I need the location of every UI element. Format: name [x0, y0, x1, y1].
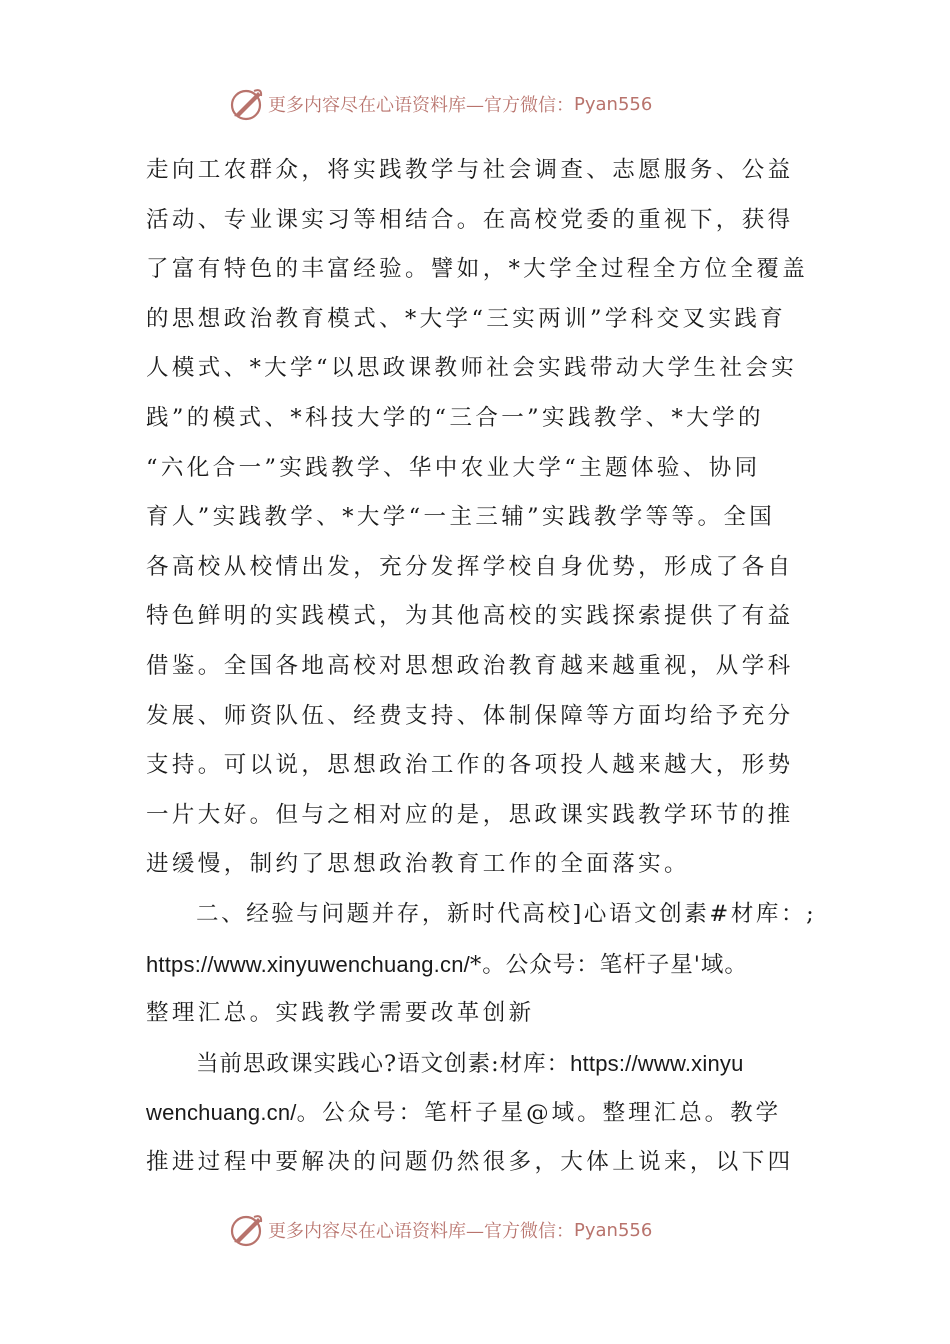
section-heading-line-1: 二、经验与问题并存，新时代高校]心语文创素#材库：; [196, 900, 817, 927]
body-line-9: 各高校从校情出发，充分发挥学校自身优势，形成了各自 [146, 553, 794, 580]
body-line-10: 特色鲜明的实践模式，为其他高校的实践探索提供了有益 [146, 603, 794, 630]
body-line-12: 发展、师资队伍、经费支持、体制保障等方面均给予充分 [146, 702, 794, 729]
body-line-8: 育人”实践教学、*大学“一主三辅”实践教学等等。全国 [146, 504, 776, 531]
body-line-1: 走向工农群众，将实践教学与社会调查、志愿服务、公益 [146, 157, 794, 183]
body-line-5: 人模式、*大学“以思政课教师社会实践带动大学生社会实 [146, 355, 798, 382]
footer-banner [228, 1210, 728, 1250]
body-line-11: 借鉴。全国各地高校对思想政治教育越来越重视，从学科 [146, 652, 794, 679]
body-line-3: 了富有特色的丰富经验。譬如，*大学全过程全方位全覆盖 [146, 256, 809, 283]
body-line-15: 进缓慢，制约了思想政治教育工作的全面落实。 [146, 851, 690, 878]
body-line-2: 活动、专业课实习等相结合。在高校党委的重视下，获得 [146, 206, 794, 233]
section-heading-url: https://www.xinyuwenchuang.cn/ [146, 951, 470, 977]
header-wechat-id: Pyan556 [574, 93, 653, 115]
body-line-4: 的思想政治教育模式、*大学“三实两训”学科交叉实践育 [146, 305, 787, 332]
section-heading-line-3: 整理汇总。实践教学需要改革创新 [146, 1000, 535, 1027]
header-banner [228, 84, 728, 124]
body-line-7: “六化合一”实践教学、华中农业大学“主题体验、协同 [146, 454, 761, 481]
paragraph-line-2 [146, 1088, 818, 1138]
paragraph-line-2-url: wenchuang.cn/ [146, 1100, 297, 1126]
body-line-13: 支持。可以说，思想政治工作的各项投人越来越大，形势 [146, 752, 794, 779]
quill-pen-logo-icon [228, 1212, 264, 1248]
paragraph-line-1 [146, 1039, 818, 1089]
document-body [146, 146, 818, 1187]
section-heading-line-2-rest: *。公众号：笔杆子星'域。 [469, 951, 748, 978]
footer-wechat-id: Pyan556 [574, 1219, 653, 1241]
footer-banner-text: 更多内容尽在心语资料库—官方微信： [268, 1221, 574, 1242]
section-heading-line-2 [146, 940, 818, 990]
quill-pen-logo-icon [228, 86, 264, 122]
paragraph-line-3: 推进过程中要解决的问题仍然很多，大体上说来，以下四 [146, 1148, 794, 1175]
body-line-14: 一片大好。但与之相对应的是，思政课实践教学环节的推 [146, 801, 794, 828]
paragraph-line-1-url: https://www.xinyu [570, 1050, 744, 1076]
header-banner-text: 更多内容尽在心语资料库—官方微信： [268, 95, 574, 116]
paragraph-line-2-rest: 。公众号：笔杆子星@域。整理汇总。教学 [296, 1100, 782, 1127]
body-line-6: 践”的模式、*科技大学的“三合一”实践教学、*大学的 [146, 404, 764, 431]
paragraph-line-1-text: 当前思政课实践心?语文创素:材库： [196, 1050, 571, 1077]
